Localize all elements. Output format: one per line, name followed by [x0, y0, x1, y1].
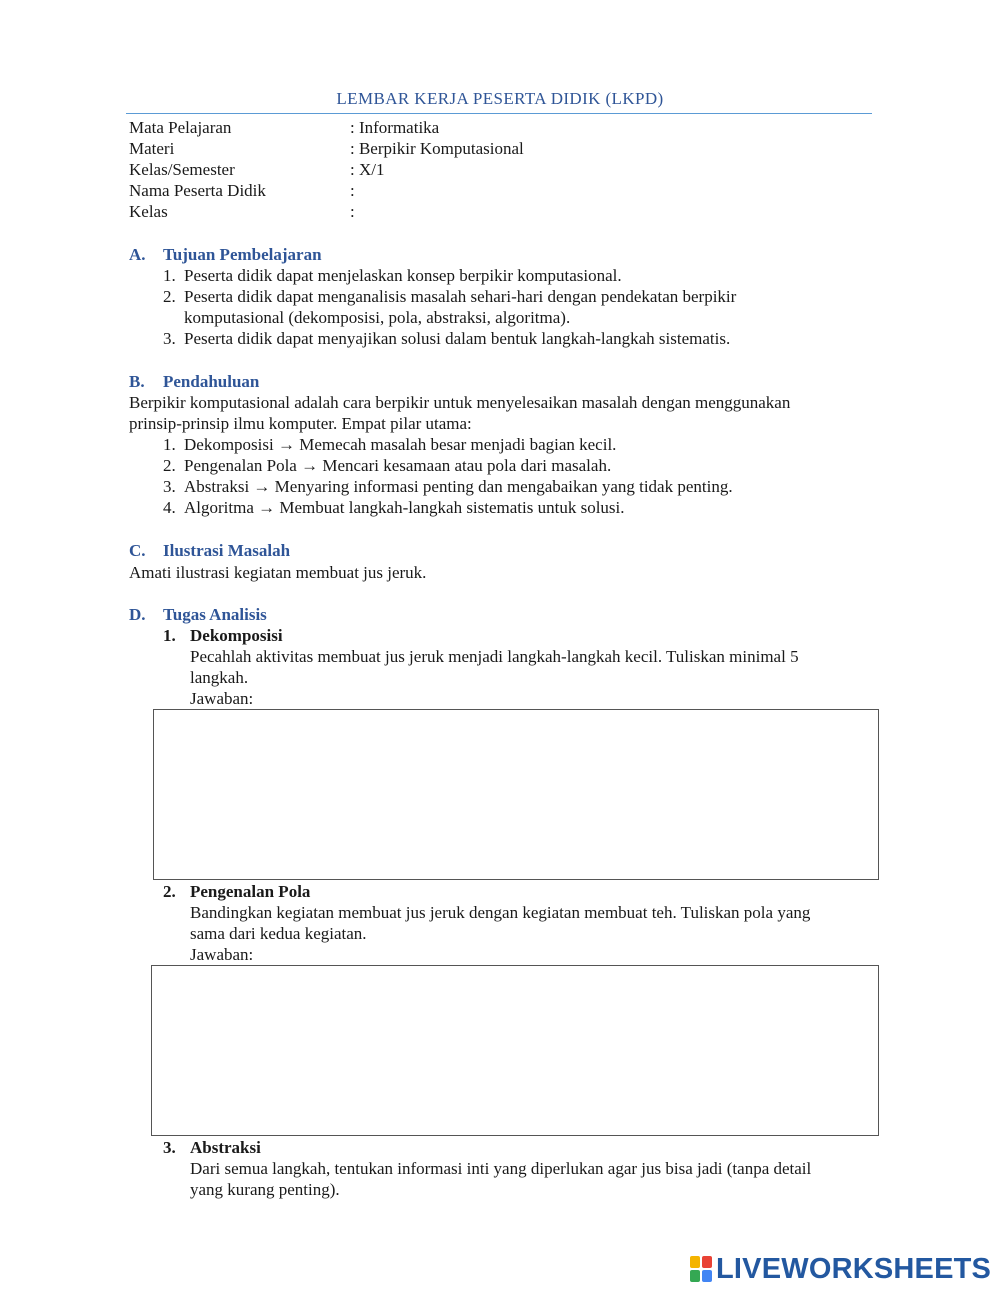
liveworksheets-logo — [690, 1252, 991, 1286]
section-letter: D. — [129, 605, 146, 624]
liveworksheets-logo-icon — [690, 1256, 714, 1282]
section-title: Tugas Analisis — [163, 605, 267, 624]
identity-value: : X/1 — [350, 160, 385, 179]
list-number: 3. — [163, 477, 176, 496]
task-number: 3. — [163, 1138, 176, 1157]
section-letter: C. — [129, 541, 146, 560]
section-title: Tujuan Pembelajaran — [163, 245, 322, 264]
task-description: Pecahlah aktivitas membuat jus jeruk menjadi langkah-langkah kecil. Tuliskan minimal 5 — [190, 647, 799, 666]
paragraph-line: Amati ilustrasi kegiatan membuat jus jeruk. — [129, 563, 427, 582]
section-heading-b — [129, 371, 259, 392]
section-heading-d — [129, 604, 267, 625]
list-number: 4. — [163, 498, 176, 517]
identity-label: Materi — [129, 139, 175, 158]
paragraph-line: prinsip-prinsip ilmu komputer. Empat pilar utama: — [129, 414, 472, 433]
list-item: Dekomposisi → Memecah masalah besar menjadi bagian kecil. — [184, 435, 617, 454]
brand-name: LIVEWORKSHEETS — [716, 1252, 992, 1285]
logo-tile — [702, 1270, 712, 1282]
identity-label: Nama Peserta Didik — [129, 181, 266, 200]
task-description: Dari semua langkah, tentukan informasi inti yang diperlukan agar jus bisa jadi (tanpa detail — [190, 1159, 812, 1178]
list-number: 3. — [163, 329, 176, 348]
task-title: Pengenalan Pola — [190, 882, 311, 901]
list-number: 1. — [163, 266, 176, 285]
section-heading-a — [129, 244, 322, 265]
section-title: Ilustrasi Masalah — [163, 541, 291, 560]
list-item: Abstraksi → Menyaring informasi penting dan mengabaikan yang tidak penting. — [184, 477, 733, 496]
task-description: langkah. — [190, 668, 249, 687]
answer-label: Jawaban: — [190, 689, 254, 708]
identity-value: : — [350, 202, 355, 221]
task-description: yang kurang penting). — [190, 1180, 340, 1199]
section-heading-c — [129, 540, 290, 561]
identity-label: Kelas — [129, 202, 168, 221]
task-number: 2. — [163, 882, 176, 901]
section-title: Pendahuluan — [163, 372, 260, 391]
identity-label: Mata Pelajaran — [129, 118, 232, 137]
task-description: Bandingkan kegiatan membuat jus jeruk dengan kegiatan membuat teh. Tuliskan pola yang — [190, 903, 811, 922]
identity-value: : Berpikir Komputasional — [350, 139, 524, 158]
answer-box-dekomposisi[interactable] — [153, 709, 879, 880]
section-letter: B. — [129, 372, 145, 391]
list-number: 2. — [163, 287, 176, 306]
task-title: Dekomposisi — [190, 626, 283, 645]
list-item: Algoritma → Membuat langkah-langkah sistematis untuk solusi. — [184, 498, 625, 517]
list-number: 2. — [163, 456, 176, 475]
section-letter: A. — [129, 245, 146, 264]
paragraph-line: Berpikir komputasional adalah cara berpikir untuk menyelesaikan masalah dengan menggunakan — [129, 393, 791, 412]
logo-tile — [690, 1256, 700, 1268]
title-divider — [126, 113, 872, 114]
task-title: Abstraksi — [190, 1138, 261, 1157]
answer-label: Jawaban: — [190, 945, 254, 964]
identity-value: : Informatika — [350, 118, 440, 137]
task-description: sama dari kedua kegiatan. — [190, 924, 367, 943]
page-title: LEMBAR KERJA PESERTA DIDIK (LKPD) — [336, 89, 664, 108]
logo-tile — [702, 1256, 712, 1268]
list-item: Pengenalan Pola → Mencari kesamaan atau pola dari masalah. — [184, 456, 612, 475]
identity-label: Kelas/Semester — [129, 160, 235, 179]
list-item: Peserta didik dapat menyajikan solusi dalam bentuk langkah-langkah sistematis. — [184, 329, 731, 348]
answer-box-pengenalan-pola[interactable] — [151, 965, 879, 1136]
task-number: 1. — [163, 626, 176, 645]
list-item: Peserta didik dapat menjelaskan konsep berpikir komputasional. — [184, 266, 622, 285]
identity-value: : — [350, 181, 355, 200]
list-number: 1. — [163, 435, 176, 454]
list-item: Peserta didik dapat menganalisis masalah sehari-hari dengan pendekatan berpikir — [184, 287, 737, 306]
list-item-continuation: komputasional (dekomposisi, pola, abstraksi, algoritma). — [184, 308, 571, 327]
logo-tile — [690, 1270, 700, 1282]
